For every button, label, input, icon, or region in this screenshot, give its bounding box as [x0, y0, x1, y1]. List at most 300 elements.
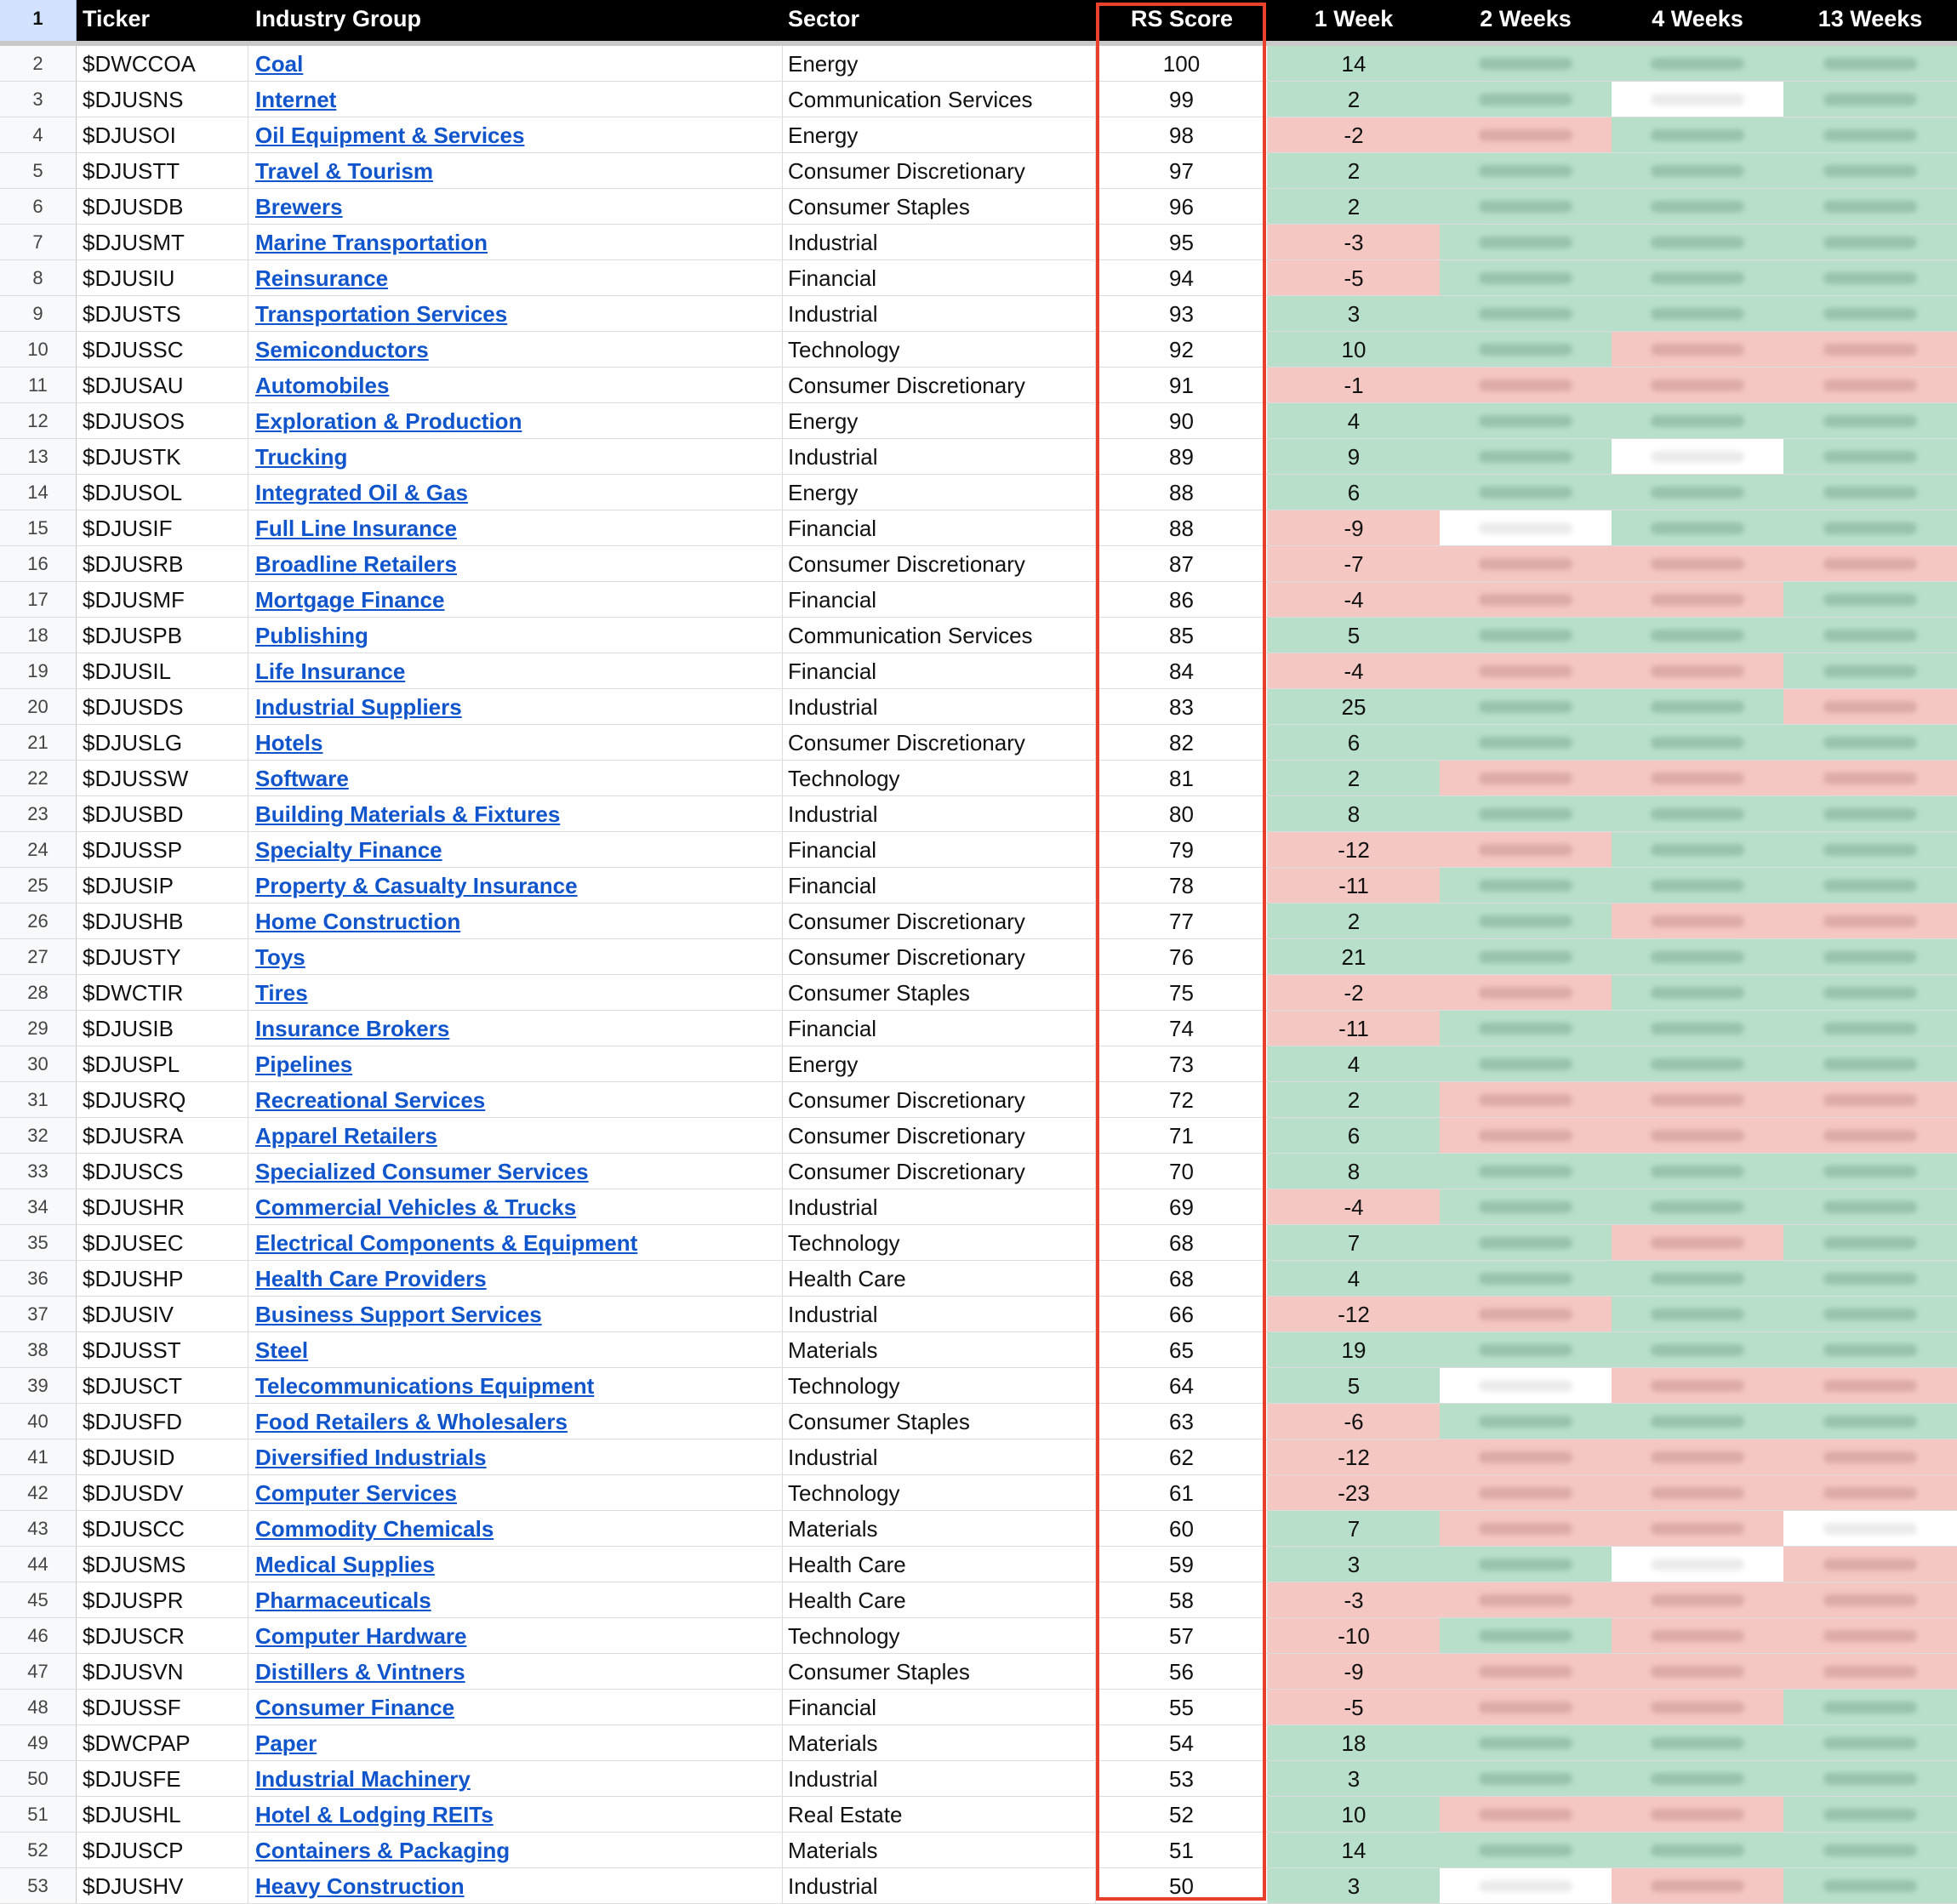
weeks2-change-cell[interactable] [1440, 939, 1612, 974]
ticker-cell[interactable]: $DJUSOS [77, 403, 248, 438]
table-row[interactable] [0, 618, 1957, 653]
industry-group-cell[interactable] [248, 1439, 783, 1474]
week1-change-cell[interactable]: 8 [1268, 1154, 1440, 1189]
sector-cell[interactable]: Technology [783, 1618, 1096, 1653]
week1-change-cell[interactable]: 6 [1268, 725, 1440, 760]
week1-change-cell[interactable]: 9 [1268, 439, 1440, 474]
table-row[interactable] [0, 1547, 1957, 1582]
industry-group-cell[interactable] [248, 225, 783, 259]
week1-change-cell[interactable]: 4 [1268, 1046, 1440, 1081]
table-row[interactable] [0, 510, 1957, 546]
weeks13-change-cell[interactable] [1783, 725, 1957, 760]
week1-change-cell[interactable]: 8 [1268, 796, 1440, 831]
week1-change-cell[interactable]: 4 [1268, 1261, 1440, 1296]
table-row[interactable] [0, 475, 1957, 510]
row-number[interactable]: 15 [0, 510, 77, 545]
industry-group-cell[interactable] [248, 439, 783, 474]
row-number[interactable]: 47 [0, 1654, 77, 1689]
ticker-cell[interactable]: $DJUSOL [77, 475, 248, 510]
industry-group-link[interactable]: Industrial Machinery [255, 1766, 471, 1792]
industry-group-cell[interactable] [248, 868, 783, 903]
week1-change-cell[interactable]: 3 [1268, 1547, 1440, 1582]
weeks2-change-cell[interactable] [1440, 761, 1612, 795]
sector-cell[interactable]: Industrial [783, 1868, 1096, 1903]
ticker-cell[interactable]: $DJUSIU [77, 260, 248, 295]
row-number[interactable]: 5 [0, 153, 77, 188]
row-number[interactable]: 36 [0, 1261, 77, 1296]
week1-change-cell[interactable]: -10 [1268, 1618, 1440, 1653]
sector-cell[interactable]: Consumer Discretionary [783, 368, 1096, 402]
weeks13-change-cell[interactable] [1783, 510, 1957, 545]
week1-change-cell[interactable]: 2 [1268, 761, 1440, 795]
weeks2-change-cell[interactable] [1440, 296, 1612, 331]
table-row[interactable] [0, 689, 1957, 725]
table-row[interactable] [0, 1761, 1957, 1797]
weeks13-change-cell[interactable] [1783, 439, 1957, 474]
weeks2-change-cell[interactable] [1440, 1154, 1612, 1189]
industry-group-link[interactable]: Distillers & Vintners [255, 1659, 465, 1685]
weeks4-change-cell[interactable] [1612, 1225, 1783, 1260]
industry-group-link[interactable]: Publishing [255, 623, 368, 648]
weeks2-change-cell[interactable] [1440, 1725, 1612, 1760]
rs-score-cell[interactable]: 93 [1096, 296, 1268, 331]
weeks4-change-cell[interactable] [1612, 439, 1783, 474]
rs-score-cell[interactable]: 55 [1096, 1690, 1268, 1724]
rs-score-cell[interactable]: 56 [1096, 1654, 1268, 1689]
weeks4-change-cell[interactable] [1612, 1725, 1783, 1760]
industry-group-link[interactable]: Coal [255, 51, 304, 77]
ticker-cell[interactable]: $DJUSMF [77, 582, 248, 617]
ticker-cell[interactable]: $DJUSSC [77, 332, 248, 367]
table-row[interactable] [0, 403, 1957, 439]
rs-score-cell[interactable]: 87 [1096, 546, 1268, 581]
weeks13-change-cell[interactable] [1783, 1690, 1957, 1724]
weeks4-change-cell[interactable] [1612, 904, 1783, 938]
weeks2-change-cell[interactable] [1440, 117, 1612, 152]
weeks4-change-cell[interactable] [1612, 475, 1783, 510]
row-number[interactable]: 28 [0, 975, 77, 1010]
weeks13-change-cell[interactable] [1783, 904, 1957, 938]
week1-change-cell[interactable]: -3 [1268, 225, 1440, 259]
weeks13-change-cell[interactable] [1783, 1547, 1957, 1582]
week1-change-cell[interactable]: 10 [1268, 1797, 1440, 1832]
weeks13-change-cell[interactable] [1783, 1654, 1957, 1689]
week1-change-cell[interactable]: 2 [1268, 904, 1440, 938]
sector-cell[interactable]: Industrial [783, 689, 1096, 724]
table-row[interactable] [0, 796, 1957, 832]
table-row[interactable] [0, 1439, 1957, 1475]
industry-group-cell[interactable] [248, 1833, 783, 1867]
row-number[interactable]: 8 [0, 260, 77, 295]
industry-group-cell[interactable] [248, 46, 783, 81]
rs-score-cell[interactable]: 92 [1096, 332, 1268, 367]
sector-cell[interactable]: Financial [783, 582, 1096, 617]
industry-group-link[interactable]: Specialty Finance [255, 837, 442, 863]
weeks2-change-cell[interactable] [1440, 618, 1612, 653]
industry-group-cell[interactable] [248, 1404, 783, 1439]
rs-score-cell[interactable]: 94 [1096, 260, 1268, 295]
industry-group-cell[interactable] [248, 1118, 783, 1153]
weeks13-change-cell[interactable] [1783, 1439, 1957, 1474]
industry-group-cell[interactable] [248, 1547, 783, 1582]
weeks4-change-cell[interactable] [1612, 1118, 1783, 1153]
row-number[interactable]: 27 [0, 939, 77, 974]
industry-group-cell[interactable] [248, 296, 783, 331]
row-number[interactable]: 22 [0, 761, 77, 795]
ticker-cell[interactable]: $DJUSST [77, 1332, 248, 1367]
sector-cell[interactable]: Communication Services [783, 618, 1096, 653]
industry-group-cell[interactable] [248, 1082, 783, 1117]
row-number[interactable]: 24 [0, 832, 77, 867]
ticker-cell[interactable]: $DJUSAU [77, 368, 248, 402]
ticker-cell[interactable]: $DJUSFE [77, 1761, 248, 1796]
row-number[interactable]: 46 [0, 1618, 77, 1653]
industry-group-cell[interactable] [248, 1690, 783, 1724]
row-number[interactable]: 52 [0, 1833, 77, 1867]
table-row[interactable] [0, 153, 1957, 189]
rs-score-cell[interactable]: 65 [1096, 1332, 1268, 1367]
row-number[interactable]: 4 [0, 117, 77, 152]
sector-cell[interactable]: Consumer Discretionary [783, 153, 1096, 188]
ticker-cell[interactable]: $DWCPAP [77, 1725, 248, 1760]
rs-score-cell[interactable]: 84 [1096, 653, 1268, 688]
industry-group-cell[interactable] [248, 1618, 783, 1653]
weeks4-change-cell[interactable] [1612, 1261, 1783, 1296]
week1-change-cell[interactable]: 7 [1268, 1225, 1440, 1260]
weeks4-change-cell[interactable] [1612, 117, 1783, 152]
weeks13-change-cell[interactable] [1783, 1833, 1957, 1867]
row-number[interactable]: 23 [0, 796, 77, 831]
weeks2-change-cell[interactable] [1440, 1797, 1612, 1832]
ticker-cell[interactable]: $DJUSCS [77, 1154, 248, 1189]
row-number[interactable]: 51 [0, 1797, 77, 1832]
rs-score-cell[interactable]: 83 [1096, 689, 1268, 724]
rs-score-cell[interactable]: 82 [1096, 725, 1268, 760]
weeks4-change-cell[interactable] [1612, 546, 1783, 581]
weeks4-change-cell[interactable] [1612, 1046, 1783, 1081]
table-row[interactable] [0, 582, 1957, 618]
week1-change-cell[interactable]: -23 [1268, 1475, 1440, 1510]
ticker-cell[interactable]: $DJUSHP [77, 1261, 248, 1296]
ticker-cell[interactable]: $DJUSFD [77, 1404, 248, 1439]
weeks13-change-cell[interactable] [1783, 260, 1957, 295]
row-number[interactable]: 31 [0, 1082, 77, 1117]
industry-group-link[interactable]: Commercial Vehicles & Trucks [255, 1194, 577, 1220]
industry-group-link[interactable]: Oil Equipment & Services [255, 123, 525, 148]
industry-group-cell[interactable] [248, 82, 783, 117]
sector-cell[interactable]: Materials [783, 1725, 1096, 1760]
weeks2-change-cell[interactable] [1440, 1833, 1612, 1867]
weeks4-change-cell[interactable] [1612, 725, 1783, 760]
ticker-cell[interactable]: $DJUSDS [77, 689, 248, 724]
weeks4-change-cell[interactable] [1612, 939, 1783, 974]
table-row[interactable] [0, 1297, 1957, 1332]
weeks2-change-cell[interactable] [1440, 832, 1612, 867]
row-number[interactable]: 38 [0, 1332, 77, 1367]
rs-score-cell[interactable]: 96 [1096, 189, 1268, 224]
weeks13-change-cell[interactable] [1783, 403, 1957, 438]
table-row[interactable] [0, 296, 1957, 332]
ticker-cell[interactable]: $DJUSTY [77, 939, 248, 974]
sector-cell[interactable]: Financial [783, 260, 1096, 295]
week1-change-cell[interactable]: -12 [1268, 832, 1440, 867]
weeks13-change-cell[interactable] [1783, 1868, 1957, 1903]
weeks2-change-cell[interactable] [1440, 689, 1612, 724]
industry-group-cell[interactable] [248, 1475, 783, 1510]
week1-change-cell[interactable]: 3 [1268, 296, 1440, 331]
weeks4-change-cell[interactable] [1612, 153, 1783, 188]
week1-change-cell[interactable]: -6 [1268, 1404, 1440, 1439]
row-number[interactable]: 11 [0, 368, 77, 402]
weeks2-change-cell[interactable] [1440, 796, 1612, 831]
industry-group-cell[interactable] [248, 1654, 783, 1689]
weeks13-change-cell[interactable] [1783, 1582, 1957, 1617]
weeks4-change-cell[interactable] [1612, 1833, 1783, 1867]
rs-score-cell[interactable]: 73 [1096, 1046, 1268, 1081]
industry-group-link[interactable]: Integrated Oil & Gas [255, 480, 468, 505]
table-row[interactable] [0, 725, 1957, 761]
ticker-cell[interactable]: $DJUSHB [77, 904, 248, 938]
industry-group-link[interactable]: Toys [255, 944, 305, 970]
weeks13-change-cell[interactable] [1783, 582, 1957, 617]
industry-group-cell[interactable] [248, 1046, 783, 1081]
ticker-cell[interactable]: $DJUSSF [77, 1690, 248, 1724]
row-number[interactable]: 2 [0, 46, 77, 81]
weeks2-change-cell[interactable] [1440, 332, 1612, 367]
rs-score-cell[interactable]: 97 [1096, 153, 1268, 188]
weeks13-change-cell[interactable] [1783, 832, 1957, 867]
row-number[interactable]: 34 [0, 1189, 77, 1224]
industry-group-cell[interactable] [248, 1261, 783, 1296]
row-number[interactable]: 45 [0, 1582, 77, 1617]
industry-group-link[interactable]: Marine Transportation [255, 230, 488, 255]
industry-group-link[interactable]: Software [255, 766, 349, 791]
table-row[interactable] [0, 1511, 1957, 1547]
row-number[interactable]: 13 [0, 439, 77, 474]
industry-group-link[interactable]: Full Line Insurance [255, 516, 457, 541]
sector-cell[interactable]: Industrial [783, 1761, 1096, 1796]
industry-group-cell[interactable] [248, 1582, 783, 1617]
week1-change-cell[interactable]: -12 [1268, 1297, 1440, 1331]
weeks4-change-cell[interactable] [1612, 1547, 1783, 1582]
weeks4-change-cell[interactable] [1612, 1404, 1783, 1439]
sector-cell[interactable]: Materials [783, 1511, 1096, 1546]
sector-cell[interactable]: Consumer Discretionary [783, 1154, 1096, 1189]
ticker-cell[interactable]: $DJUSID [77, 1439, 248, 1474]
industry-group-cell[interactable] [248, 510, 783, 545]
industry-group-link[interactable]: Brewers [255, 194, 343, 219]
sector-cell[interactable]: Financial [783, 653, 1096, 688]
industry-group-link[interactable]: Semiconductors [255, 337, 429, 362]
sector-cell[interactable]: Industrial [783, 1297, 1096, 1331]
ticker-cell[interactable]: $DJUSHR [77, 1189, 248, 1224]
sector-cell[interactable]: Consumer Staples [783, 1654, 1096, 1689]
rs-score-cell[interactable]: 52 [1096, 1797, 1268, 1832]
industry-group-link[interactable]: Broadline Retailers [255, 551, 457, 577]
industry-group-cell[interactable] [248, 689, 783, 724]
industry-group-cell[interactable] [248, 368, 783, 402]
industry-group-link[interactable]: Life Insurance [255, 658, 406, 684]
table-row[interactable] [0, 260, 1957, 296]
row-number-header[interactable]: 1 [0, 0, 77, 41]
rs-score-cell[interactable]: 74 [1096, 1011, 1268, 1046]
industry-group-cell[interactable] [248, 1797, 783, 1832]
weeks13-change-cell[interactable] [1783, 82, 1957, 117]
week1-change-cell[interactable]: -7 [1268, 546, 1440, 581]
rs-score-cell[interactable]: 53 [1096, 1761, 1268, 1796]
industry-group-link[interactable]: Pipelines [255, 1052, 353, 1077]
row-number[interactable]: 41 [0, 1439, 77, 1474]
rs-score-cell[interactable]: 90 [1096, 403, 1268, 438]
sector-cell[interactable]: Consumer Discretionary [783, 546, 1096, 581]
week1-change-cell[interactable]: -3 [1268, 1582, 1440, 1617]
rs-score-cell[interactable]: 80 [1096, 796, 1268, 831]
table-row[interactable] [0, 1046, 1957, 1082]
table-row[interactable] [0, 1404, 1957, 1439]
weeks4-change-cell[interactable] [1612, 1868, 1783, 1903]
week1-change-cell[interactable]: 3 [1268, 1761, 1440, 1796]
week1-change-cell[interactable]: 2 [1268, 1082, 1440, 1117]
weeks13-change-cell[interactable] [1783, 1761, 1957, 1796]
industry-group-cell[interactable] [248, 582, 783, 617]
weeks2-change-cell[interactable] [1440, 1046, 1612, 1081]
weeks13-change-cell[interactable] [1783, 868, 1957, 903]
table-row[interactable] [0, 189, 1957, 225]
weeks13-change-cell[interactable] [1783, 1118, 1957, 1153]
table-row[interactable] [0, 1654, 1957, 1690]
weeks2-change-cell[interactable] [1440, 1690, 1612, 1724]
sector-cell[interactable]: Materials [783, 1332, 1096, 1367]
week1-change-cell[interactable]: -11 [1268, 868, 1440, 903]
row-number[interactable]: 33 [0, 1154, 77, 1189]
sector-cell[interactable]: Industrial [783, 439, 1096, 474]
industry-group-link[interactable]: Industrial Suppliers [255, 694, 462, 720]
industry-group-cell[interactable] [248, 189, 783, 224]
weeks4-change-cell[interactable] [1612, 796, 1783, 831]
rs-score-column-header[interactable]: RS Score [1130, 6, 1234, 31]
industry-group-cell[interactable] [248, 260, 783, 295]
weeks13-change-cell[interactable] [1783, 1797, 1957, 1832]
weeks4-change-cell[interactable] [1612, 1439, 1783, 1474]
weeks4-change-cell[interactable] [1612, 403, 1783, 438]
weeks2-change-cell[interactable] [1440, 904, 1612, 938]
week1-change-cell[interactable]: 10 [1268, 332, 1440, 367]
rs-score-cell[interactable]: 64 [1096, 1368, 1268, 1403]
industry-group-link[interactable]: Insurance Brokers [255, 1016, 450, 1041]
row-number[interactable]: 20 [0, 689, 77, 724]
weeks13-change-cell[interactable] [1783, 1511, 1957, 1546]
weeks4-change-cell[interactable] [1612, 1618, 1783, 1653]
row-number[interactable]: 39 [0, 1368, 77, 1403]
weeks13-change-cell[interactable] [1783, 1475, 1957, 1510]
row-number[interactable]: 16 [0, 546, 77, 581]
industry-group-cell[interactable] [248, 1868, 783, 1903]
industry-group-cell[interactable] [248, 1297, 783, 1331]
sector-cell[interactable]: Industrial [783, 1189, 1096, 1224]
rs-score-cell[interactable]: 70 [1096, 1154, 1268, 1189]
ticker-cell[interactable]: $DJUSIB [77, 1011, 248, 1046]
weeks2-change-cell[interactable] [1440, 1082, 1612, 1117]
sector-cell[interactable]: Financial [783, 1011, 1096, 1046]
table-row[interactable] [0, 1475, 1957, 1511]
industry-group-link[interactable]: Trucking [255, 444, 348, 470]
industry-group-cell[interactable] [248, 1011, 783, 1046]
rs-score-cell[interactable]: 72 [1096, 1082, 1268, 1117]
ticker-cell[interactable]: $DJUSRB [77, 546, 248, 581]
industry-group-link[interactable]: Specialized Consumer Services [255, 1159, 589, 1184]
weeks13-change-cell[interactable] [1783, 689, 1957, 724]
week1-column-header[interactable]: 1 Week [1314, 6, 1394, 31]
weeks4-change-cell[interactable] [1612, 189, 1783, 224]
ticker-cell[interactable]: $DJUSPL [77, 1046, 248, 1081]
sector-cell[interactable]: Consumer Discretionary [783, 725, 1096, 760]
row-number[interactable]: 26 [0, 904, 77, 938]
weeks2-change-cell[interactable] [1440, 546, 1612, 581]
industry-group-cell[interactable] [248, 153, 783, 188]
weeks2-change-cell[interactable] [1440, 1332, 1612, 1367]
row-number[interactable]: 43 [0, 1511, 77, 1546]
weeks2-change-cell[interactable] [1440, 1368, 1612, 1403]
ticker-cell[interactable]: $DJUSBD [77, 796, 248, 831]
industry-group-link[interactable]: Hotel & Lodging REITs [255, 1802, 494, 1827]
sector-cell[interactable]: Consumer Staples [783, 975, 1096, 1010]
industry-group-cell[interactable] [248, 1154, 783, 1189]
industry-group-link[interactable]: Tires [255, 980, 308, 1006]
industry-group-link[interactable]: Containers & Packaging [255, 1838, 511, 1863]
table-row[interactable] [0, 904, 1957, 939]
table-row[interactable] [0, 1154, 1957, 1189]
ticker-cell[interactable]: $DJUSHV [77, 1868, 248, 1903]
rs-score-cell[interactable]: 66 [1096, 1297, 1268, 1331]
table-row[interactable] [0, 761, 1957, 796]
table-row[interactable] [0, 439, 1957, 475]
rs-score-cell[interactable]: 89 [1096, 439, 1268, 474]
row-number[interactable]: 35 [0, 1225, 77, 1260]
weeks4-change-cell[interactable] [1612, 1011, 1783, 1046]
row-number[interactable]: 40 [0, 1404, 77, 1439]
industry-group-cell[interactable] [248, 1225, 783, 1260]
ticker-cell[interactable]: $DWCTIR [77, 975, 248, 1010]
table-row[interactable] [0, 1189, 1957, 1225]
industry-group-link[interactable]: Pharmaceuticals [255, 1588, 431, 1613]
ticker-cell[interactable]: $DJUSEC [77, 1225, 248, 1260]
weeks13-change-cell[interactable] [1783, 546, 1957, 581]
ticker-cell[interactable]: $DJUSRA [77, 1118, 248, 1153]
ticker-cell[interactable]: $DJUSLG [77, 725, 248, 760]
rs-score-cell[interactable]: 98 [1096, 117, 1268, 152]
industry-group-link[interactable]: Internet [255, 87, 337, 112]
week1-change-cell[interactable]: 6 [1268, 475, 1440, 510]
weeks4-change-cell[interactable] [1612, 689, 1783, 724]
rs-score-cell[interactable]: 51 [1096, 1833, 1268, 1867]
weeks2-change-cell[interactable] [1440, 1404, 1612, 1439]
industry-group-cell[interactable] [248, 475, 783, 510]
weeks13-change-cell[interactable] [1783, 153, 1957, 188]
ticker-cell[interactable]: $DJUSVN [77, 1654, 248, 1689]
weeks4-change-cell[interactable] [1612, 1189, 1783, 1224]
week1-change-cell[interactable]: 5 [1268, 1368, 1440, 1403]
weeks13-change-cell[interactable] [1783, 1297, 1957, 1331]
rs-score-cell[interactable]: 54 [1096, 1725, 1268, 1760]
rs-score-cell[interactable]: 59 [1096, 1547, 1268, 1582]
row-number[interactable]: 17 [0, 582, 77, 617]
sector-cell[interactable]: Financial [783, 832, 1096, 867]
weeks13-change-cell[interactable] [1783, 653, 1957, 688]
rs-score-cell[interactable]: 88 [1096, 510, 1268, 545]
weeks13-change-cell[interactable] [1783, 1225, 1957, 1260]
weeks13-change-cell[interactable] [1783, 1332, 1957, 1367]
week1-change-cell[interactable]: 3 [1268, 1868, 1440, 1903]
